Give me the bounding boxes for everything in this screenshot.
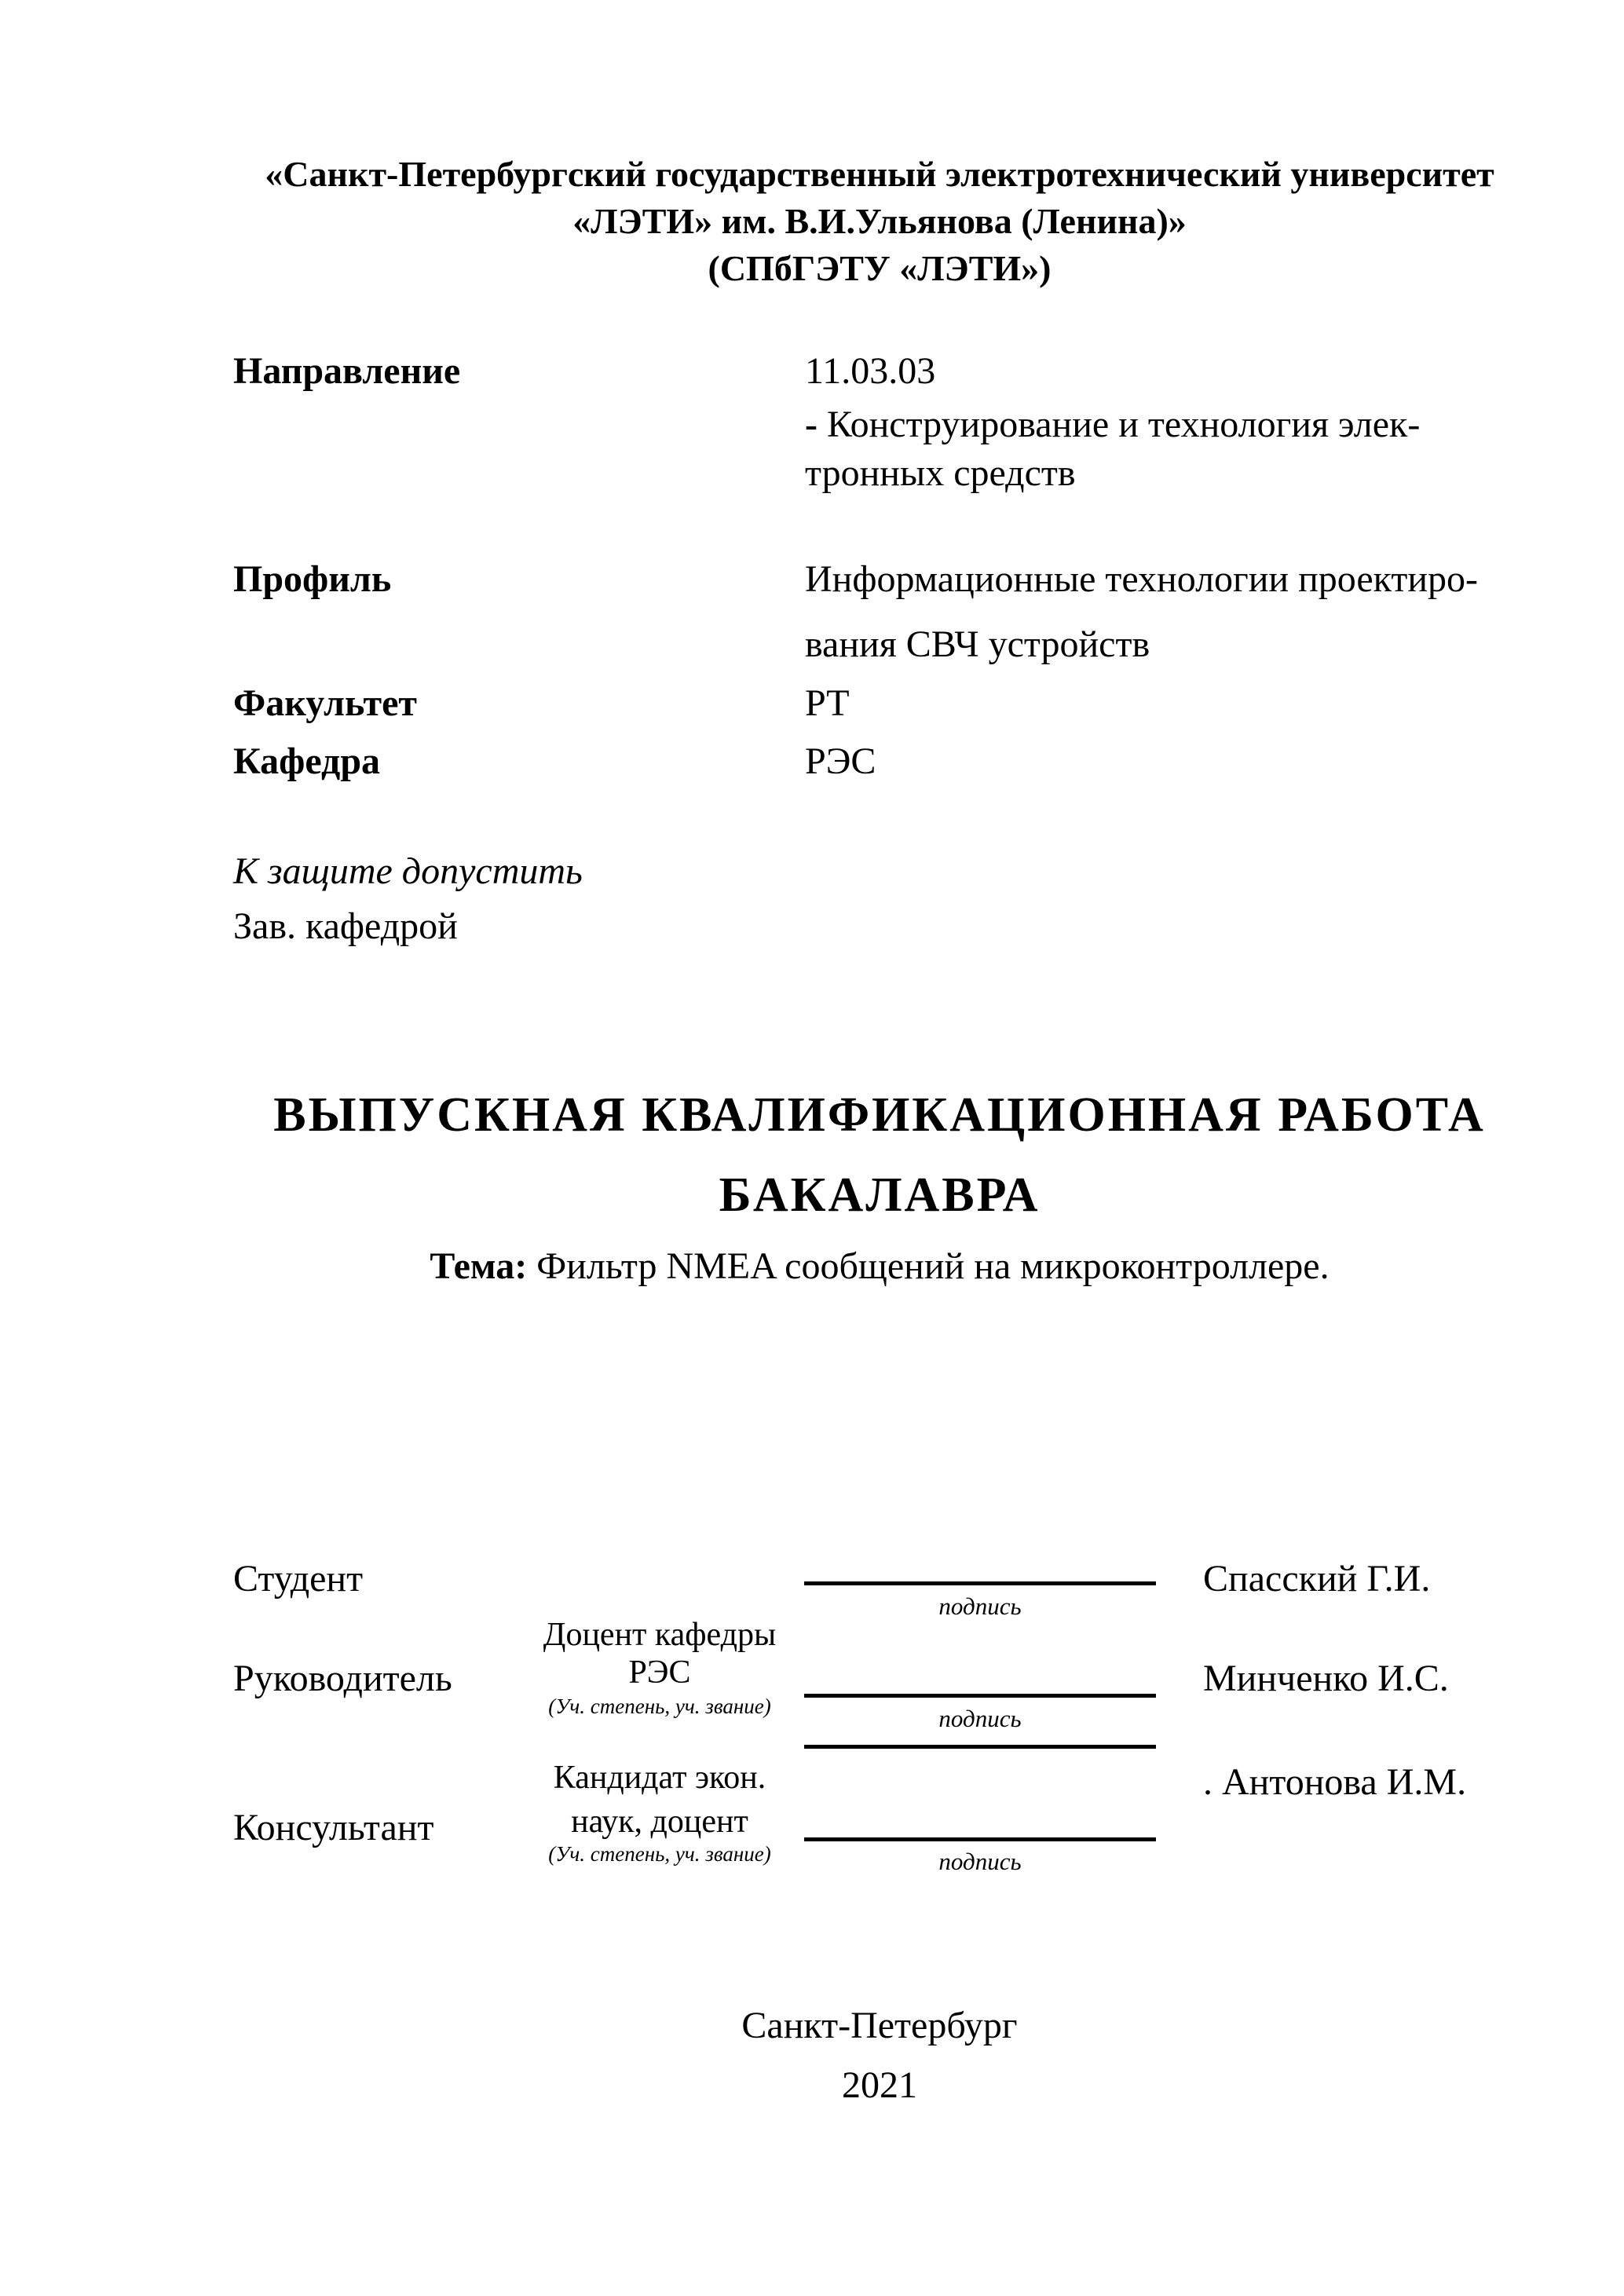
profile-value-line-2: вания СВЧ устройств [805,623,1150,665]
supervisor-degree-caption: (Уч. степень, уч. звание) [548,1695,771,1718]
university-name-line-2: «ЛЭТИ» им. В.И.Ульянова (Ленина)» [572,201,1187,241]
supervisor-signature-line [804,1694,1156,1698]
supervisor-role-label: Руководитель [233,1658,452,1699]
footer-year: 2021 [842,2064,917,2106]
supervisor-signature-caption: подпись [938,1705,1022,1732]
direction-name-line-2: тронных средств [805,452,1076,494]
university-name-line-3: (СПбГЭТУ «ЛЭТИ») [708,248,1052,288]
theme-label: Тема: [430,1245,528,1287]
department-head-label: Зав. кафедрой [233,905,458,947]
profile-label: Профиль [233,558,392,600]
faculty-label: Факультет [233,682,417,724]
direction-label: Направление [233,350,461,392]
thesis-title-line-1: ВЫПУСКНАЯ КВАЛИФИКАЦИОННАЯ РАБОТА [273,1088,1486,1142]
consultant-role-label: Консультант [233,1807,434,1848]
supervisor-position-line-1: Доцент кафедры [543,1617,777,1653]
direction-name-text: Конструирование и технология элек- [817,404,1421,445]
theme-line [68,1245,1624,1288]
consultant-name: . Антонова И.М. [1203,1761,1467,1803]
consultant-signature-line [804,1837,1156,1841]
faculty-value: РТ [805,682,850,724]
admission-note: К защите допустить [233,850,583,892]
student-name: Спасский Г.И. [1203,1558,1431,1600]
direction-code: 11.03.03 [805,350,936,392]
consultant-position-line-2: наук, доцент [571,1804,748,1840]
supervisor-name: Минченко И.С. [1203,1658,1449,1699]
consultant-name-signature-line [804,1745,1156,1749]
student-signature-line [804,1581,1156,1585]
theme-text: Фильтр NMEA сообщений на микроконтроллере. [527,1245,1330,1287]
direction-dash: - [805,404,817,445]
university-name-line-1: «Санкт-Петербургский государственный электротехнический университет [265,154,1494,194]
thesis-title-line-2: БАКАЛАВРА [719,1168,1041,1222]
consultant-degree-caption: (Уч. степень, уч. звание) [548,1842,771,1866]
department-label: Кафедра [233,740,381,782]
footer-city: Санкт-Петербург [741,2005,1018,2046]
student-signature-caption: подпись [938,1592,1022,1620]
consultant-signature-caption: подпись [938,1848,1022,1875]
university-header [68,151,1624,292]
department-value: РЭС [805,740,876,782]
direction-name-line-1 [805,403,1420,446]
profile-value-line-1: Информационные технологии проектиро- [805,558,1479,600]
supervisor-position-line-2: РЭС [628,1654,691,1691]
student-role-label: Студент [233,1558,364,1600]
consultant-position-line-1: Кандидат экон. [553,1760,766,1796]
